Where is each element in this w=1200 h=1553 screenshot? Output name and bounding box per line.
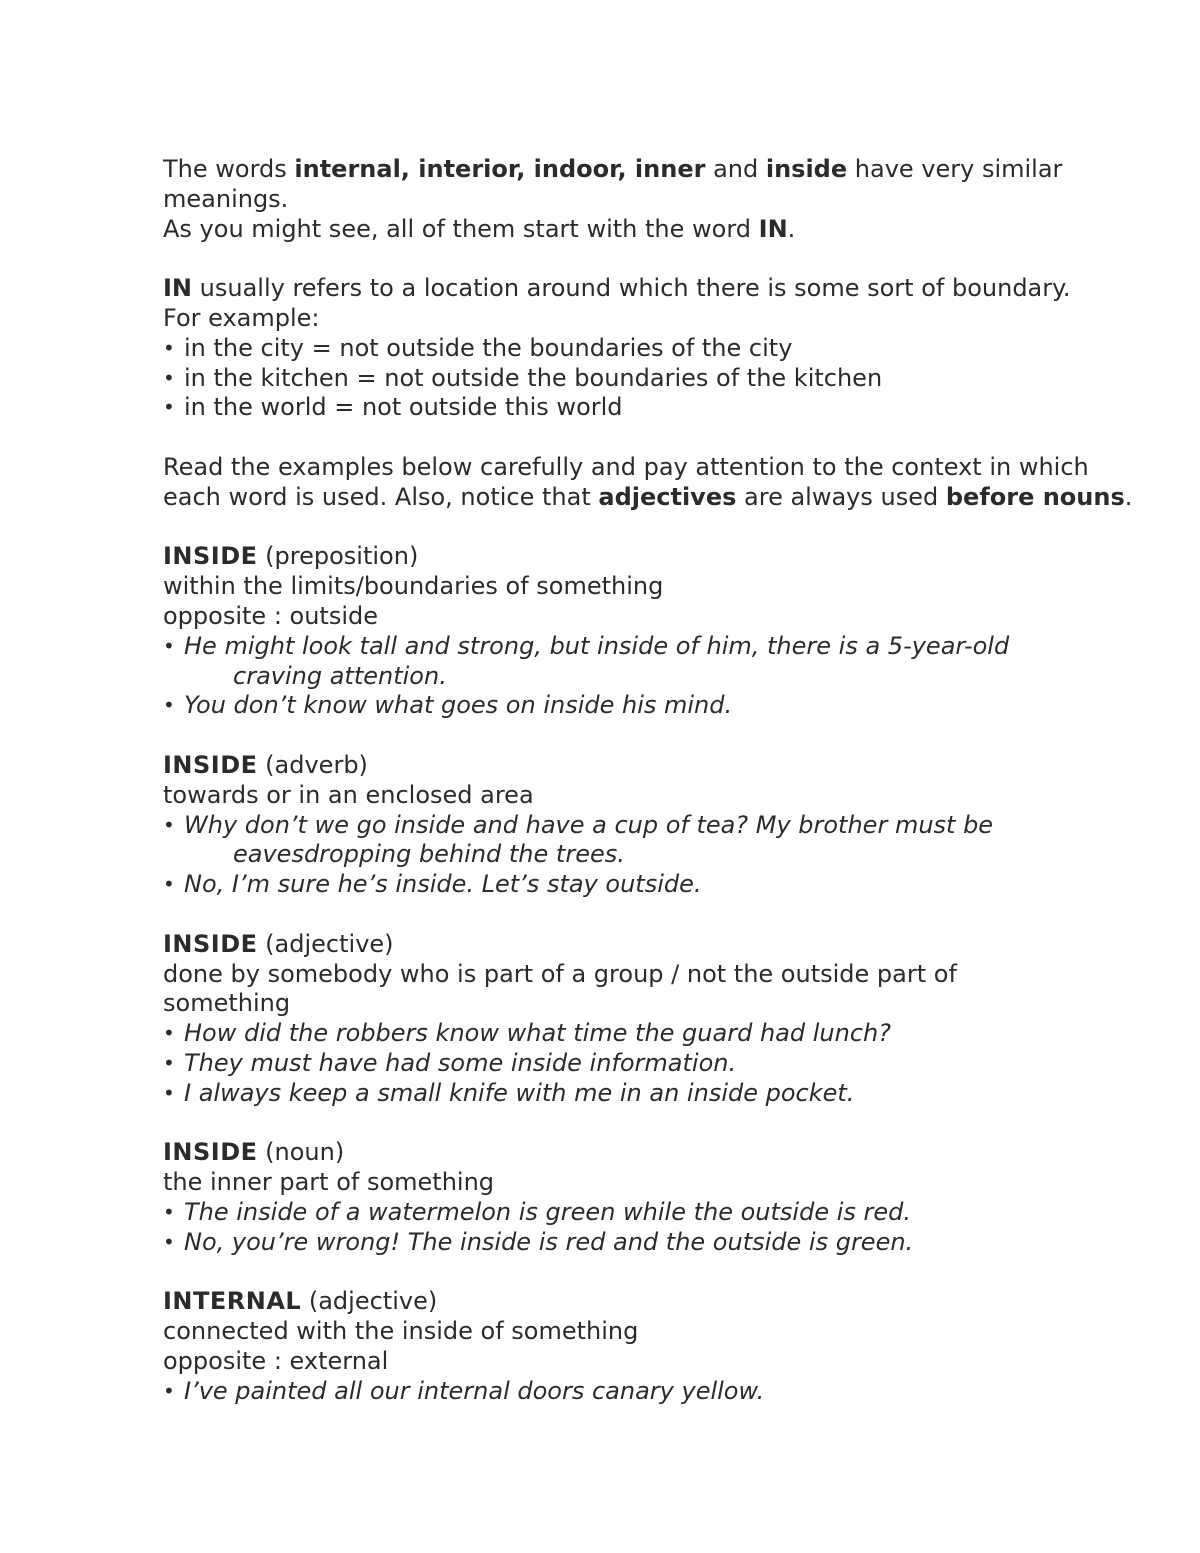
list-item bbox=[163, 393, 1140, 423]
headword: INSIDE bbox=[163, 750, 258, 779]
headword: INSIDE bbox=[163, 929, 258, 958]
bullet-icon: • bbox=[163, 1080, 175, 1105]
example-item bbox=[163, 1079, 1140, 1109]
example-item bbox=[163, 632, 1140, 662]
part-of-speech: (preposition) bbox=[257, 542, 419, 571]
bullet-icon: • bbox=[163, 1378, 175, 1403]
bold-text: inside bbox=[765, 155, 848, 183]
text: Read the examples below carefully and pay attention to the context in which each word is used. Also, notice that bbox=[163, 452, 1089, 511]
for-example-label: For example: bbox=[163, 303, 320, 332]
example-text: They must have had some inside information. bbox=[184, 1048, 737, 1077]
bullet-icon: • bbox=[163, 1199, 175, 1224]
list-item-text: in the city = not outside the boundaries of the city bbox=[184, 333, 793, 362]
part-of-speech: (adverb) bbox=[257, 750, 368, 779]
entry-heading bbox=[163, 1138, 1140, 1168]
bullet-icon: • bbox=[163, 872, 175, 897]
example-text: He might look tall and strong, but inside of him, there is a 5-year-old bbox=[184, 631, 1010, 660]
headword: INTERNAL bbox=[163, 1287, 302, 1316]
example-text: The inside of a watermelon is green while the outside is red. bbox=[184, 1197, 912, 1226]
bold-text: adjectives bbox=[598, 482, 737, 511]
bullet-icon: • bbox=[163, 693, 175, 718]
entry-heading bbox=[163, 1287, 1140, 1317]
example-continuation: eavesdropping behind the trees. bbox=[233, 840, 625, 869]
bullet-icon: • bbox=[163, 1021, 175, 1046]
headword: INSIDE bbox=[163, 542, 258, 571]
example-text: You don’t know what goes on inside his mind. bbox=[184, 691, 733, 720]
entry-definition: within the limits/boundaries of something bbox=[163, 572, 664, 601]
entry-opposite: opposite : external bbox=[163, 1346, 389, 1375]
example-text: How did the robbers know what time the guard had lunch? bbox=[184, 1019, 891, 1048]
entry-definition: the inner part of something bbox=[163, 1168, 495, 1197]
list-item bbox=[163, 364, 1140, 394]
list-item-text: in the kitchen = not outside the boundaries of the kitchen bbox=[184, 363, 883, 392]
example-text: No, you’re wrong! The inside is red and the outside is green. bbox=[184, 1227, 914, 1256]
bullet-icon: • bbox=[163, 395, 175, 420]
text: and bbox=[705, 155, 766, 183]
bold-text: IN bbox=[758, 214, 788, 243]
example-item bbox=[163, 811, 1140, 841]
example-item bbox=[163, 1377, 1140, 1407]
intro-paragraph bbox=[163, 155, 1138, 215]
example-item bbox=[163, 1228, 1140, 1258]
bullet-icon: • bbox=[163, 335, 175, 360]
entry-heading bbox=[163, 751, 1140, 781]
bullet-icon: • bbox=[163, 1229, 175, 1254]
example-item bbox=[163, 691, 1140, 721]
entry-definition: something bbox=[163, 989, 291, 1018]
entry-definition: towards or in an enclosed area bbox=[163, 780, 534, 809]
text: are always used bbox=[736, 482, 946, 511]
text: . bbox=[787, 214, 796, 243]
example-text: Why don’t we go inside and have a cup of tea? My brother must be bbox=[184, 810, 994, 839]
bullet-icon: • bbox=[163, 633, 175, 658]
text: As you might see, all of them start with the word bbox=[163, 214, 759, 243]
text: have very similar meanings. bbox=[163, 155, 1063, 213]
list-item bbox=[163, 334, 1140, 364]
read-paragraph bbox=[163, 453, 1138, 513]
example-item bbox=[163, 870, 1140, 900]
entry-definition: connected with the inside of something bbox=[163, 1317, 639, 1346]
text: . bbox=[1124, 482, 1133, 511]
headword: INSIDE bbox=[163, 1138, 258, 1167]
entry-heading bbox=[163, 542, 1140, 572]
text: usually refers to a location around which there is some sort of boundary. bbox=[192, 274, 1071, 303]
part-of-speech: (adjective) bbox=[301, 1287, 438, 1316]
bullet-icon: • bbox=[163, 365, 175, 390]
text: The words bbox=[163, 155, 295, 183]
bullet-icon: • bbox=[163, 812, 175, 837]
intro-line-2 bbox=[163, 215, 1140, 245]
example-text: I’ve painted all our internal doors canary yellow. bbox=[184, 1376, 765, 1405]
example-continuation: craving attention. bbox=[233, 661, 447, 690]
entry-definition: done by somebody who is part of a group / not the outside part of bbox=[163, 959, 957, 988]
in-definition bbox=[163, 274, 1140, 304]
entry-heading bbox=[163, 930, 1140, 960]
example-item bbox=[163, 1049, 1140, 1079]
example-text: No, I’m sure he’s inside. Let’s stay outside. bbox=[184, 870, 702, 899]
entry-opposite: opposite : outside bbox=[163, 601, 379, 630]
example-item bbox=[163, 1019, 1140, 1049]
bold-text: before nouns bbox=[945, 482, 1125, 511]
bold-text: internal, interior, indoor, inner bbox=[294, 155, 706, 183]
list-item-text: in the world = not outside this world bbox=[184, 393, 623, 422]
bold-text: IN bbox=[163, 274, 193, 303]
bullet-icon: • bbox=[163, 1050, 175, 1075]
part-of-speech: (noun) bbox=[257, 1138, 345, 1167]
example-text: I always keep a small knife with me in an inside pocket. bbox=[184, 1078, 855, 1107]
part-of-speech: (adjective) bbox=[257, 929, 394, 958]
example-item bbox=[163, 1198, 1140, 1228]
